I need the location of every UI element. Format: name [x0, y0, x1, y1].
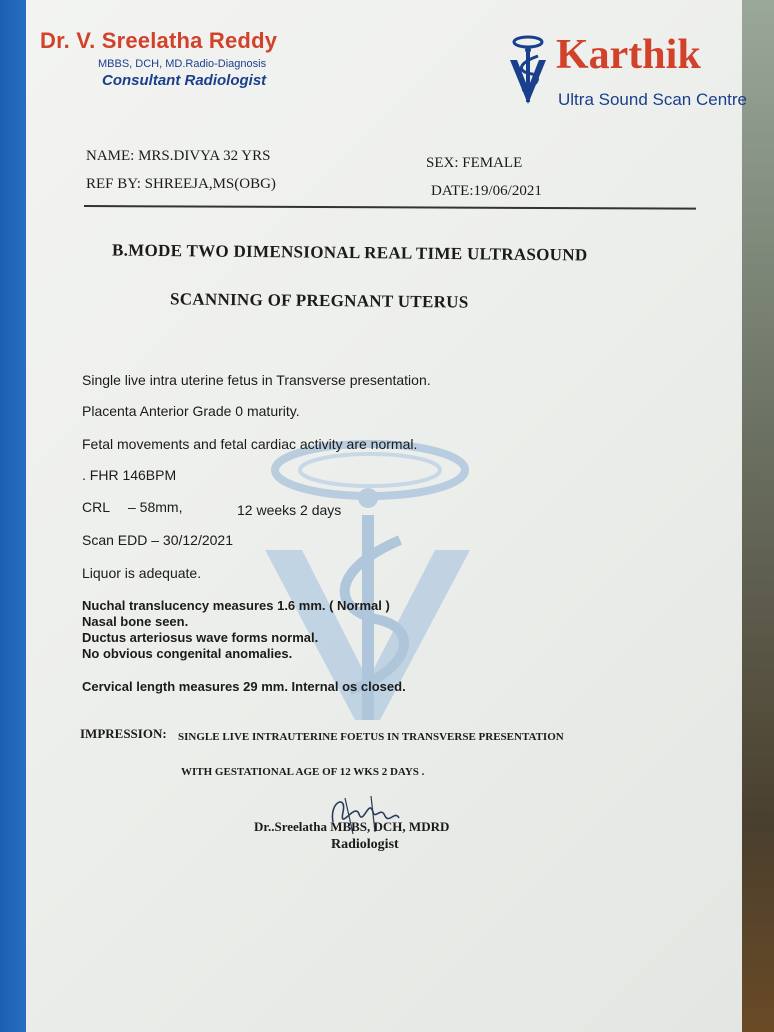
- finding-crl-label: CRL: [82, 499, 111, 515]
- patient-sex: SEX: FEMALE: [426, 155, 523, 171]
- finding-placenta: Placenta Anterior Grade 0 maturity.: [82, 403, 300, 419]
- signature-role: Radiologist: [331, 837, 399, 852]
- referred-by: REF BY: SHREEJA,MS(OBG): [86, 176, 276, 192]
- finding-crl-value: – 58mm,: [128, 499, 183, 515]
- finding-anomalies: No obvious congenital anomalies.: [82, 646, 293, 661]
- finding-crl-age: 12 weeks 2 days: [237, 502, 342, 518]
- report-date: DATE:19/06/2021: [431, 183, 542, 199]
- brand-subtitle: Ultra Sound Scan Centre: [558, 90, 747, 109]
- finding-cervical: Cervical length measures 29 mm. Internal os closed.: [82, 679, 406, 694]
- patient-name: NAME: MRS.DIVYA 32 YRS: [86, 148, 271, 164]
- finding-nuchal: Nuchal translucency measures 1.6 mm. ( Normal ): [82, 598, 390, 613]
- finding-edd: Scan EDD – 30/12/2021: [82, 532, 233, 548]
- signature-name: Dr..Sreelatha MBBS, DCH, MDRD: [254, 819, 450, 834]
- caduceus-logo-icon: [506, 34, 552, 106]
- report-title-line2: SCANNING OF PREGNANT UTERUS: [169, 289, 469, 312]
- impression-gestational-age: WITH GESTATIONAL AGE OF 12 WKS 2 DAYS .: [181, 766, 425, 778]
- doctor-name: Dr. V. Sreelatha Reddy: [40, 28, 278, 53]
- finding-presentation: Single live intra uterine fetus in Transverse presentation.: [82, 372, 431, 388]
- report-title-line1: B.MODE TWO DIMENSIONAL REAL TIME ULTRASOUND: [111, 240, 588, 265]
- finding-movements: Fetal movements and fetal cardiac activity are normal.: [82, 436, 418, 452]
- finding-nasal: Nasal bone seen.: [82, 614, 189, 629]
- finding-ductus: Ductus arteriosus wave forms normal.: [82, 630, 319, 645]
- doctor-qualifications: MBBS, DCH, MD.Radio-Diagnosis: [98, 58, 267, 70]
- finding-fhr: . FHR 146BPM: [82, 467, 177, 483]
- impression-text: SINGLE LIVE INTRAUTERINE FOETUS IN TRANSVERSE PRESENTATION: [178, 731, 564, 743]
- finding-liquor: Liquor is adequate.: [82, 565, 202, 581]
- doctor-role: Consultant Radiologist: [102, 72, 267, 89]
- impression-label: IMPRESSION:: [80, 726, 167, 741]
- brand-name: Karthik: [556, 32, 701, 78]
